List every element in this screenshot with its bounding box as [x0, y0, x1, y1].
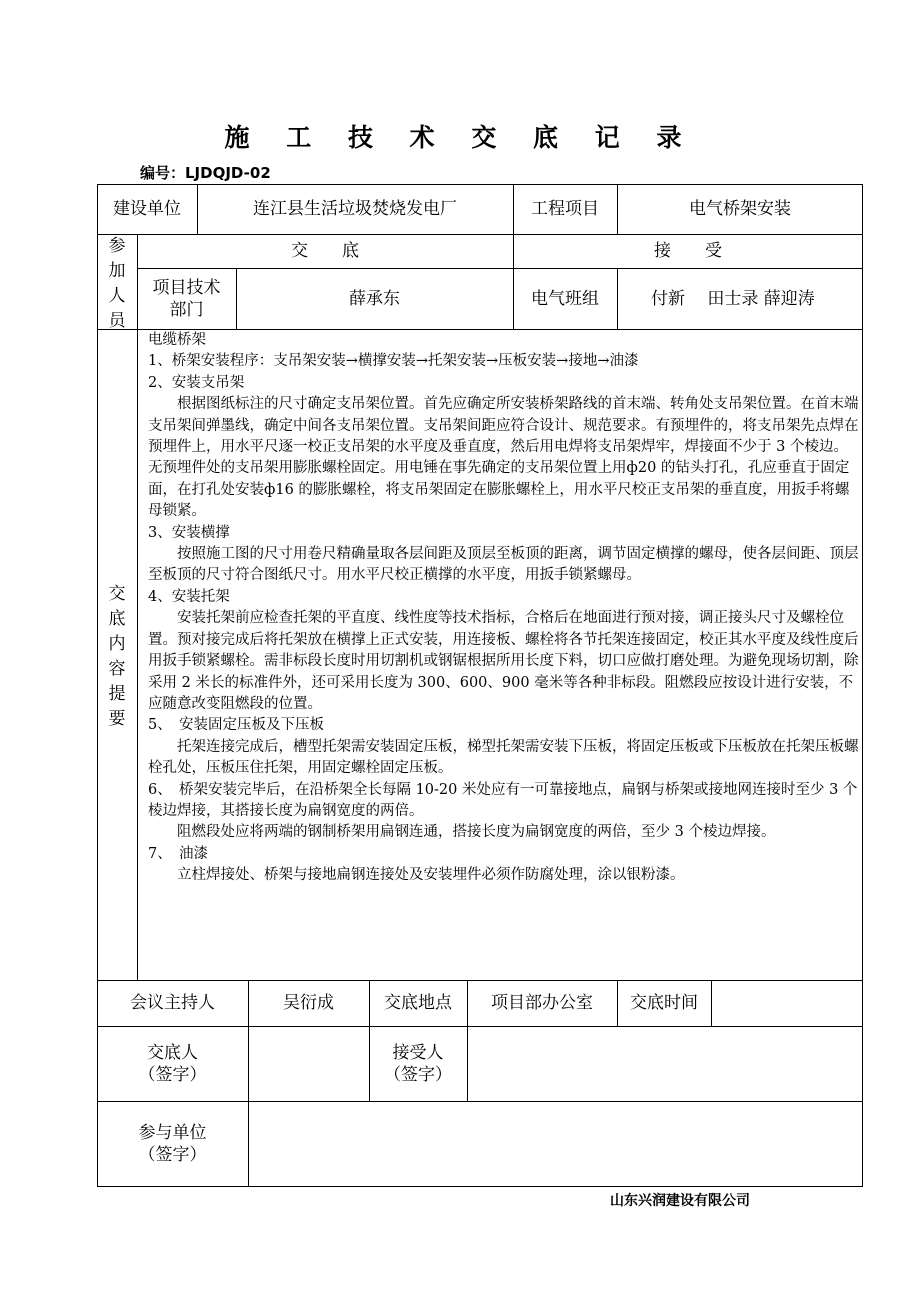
place-value: 项目部办公室: [491, 993, 593, 1013]
unit-sign-field[interactable]: [248, 1101, 863, 1187]
giver-label: 交底人: [147, 1042, 198, 1063]
participants-side-label: 参加人员: [108, 236, 126, 331]
content-paragraph: 托架连接完成后，槽型托架需安装固定压板，梯型托架需安装下压板，将固定压板或下压板放在托架压板螺栓孔处，压板压住托架，用固定螺栓固定压板。: [148, 738, 859, 777]
content-paragraph: 3、安装横撑: [148, 524, 230, 541]
receive-label: 接 受: [654, 241, 722, 261]
content-paragraph: 4、安装托架: [148, 588, 230, 605]
content-paragraph: 6、 桥架安装完毕后，在沿桥架全长每隔 10-20 米处应有一可靠接地点，扁钢与桥架或接地网连接时至少 3 个棱边焊接，其搭接长度为扁钢宽度的两倍。: [148, 781, 858, 819]
content-paragraph: 1、桥架安装程序：支吊架安装→横撑安装→托架安装→压板安装→接地→油漆: [148, 353, 639, 370]
content-side-label: 交底内容提要: [108, 584, 126, 729]
unit-label: 参与单位: [138, 1123, 207, 1143]
receiver-sign-field[interactable]: [467, 1026, 863, 1101]
time-label: 交底时间: [630, 993, 698, 1013]
construction-unit-label: 建设单位: [113, 199, 181, 219]
col-divider: [137, 234, 138, 980]
giver-sign-label: [97, 1026, 248, 1101]
content-body: [148, 330, 860, 887]
content-paragraph: 阻燃段处应将两端的钢制桥架用扁钢连通，搭接长度为扁钢宽度的两倍，至少 3 个棱边焊接。: [177, 824, 776, 841]
project-value: 电气桥架安装: [689, 199, 791, 219]
giver-sign-field[interactable]: [248, 1026, 369, 1101]
sign-note: （签字）: [138, 1145, 207, 1165]
time-value: [711, 980, 863, 1026]
receiver-sign-label: [369, 1026, 467, 1101]
unit-sign-label: [97, 1101, 248, 1187]
sign-note: （签字）: [138, 1064, 207, 1085]
host-label: 会议主持人: [130, 993, 215, 1013]
document-title: 施 工 技 术 交 底 记 录: [224, 123, 696, 152]
receiver-label: 接受人: [392, 1042, 444, 1063]
content-paragraph: 5、 安装固定压板及下压板: [148, 717, 324, 734]
give-label: 交 底: [291, 241, 359, 261]
team-members: 付新 田士录 薛迎涛: [651, 288, 815, 309]
document-code: 编号：LJDQJD-02: [140, 164, 271, 182]
host-value: 吴衍成: [283, 993, 334, 1013]
content-paragraph: 立柱焊接处、桥架与接地扁钢连接处及安装埋件必须作防腐处理，涂以银粉漆。: [177, 867, 685, 884]
dept-person: 薛承东: [349, 288, 400, 309]
sign-note: （签字）: [384, 1064, 452, 1085]
team-label: 电气班组: [531, 288, 599, 309]
content-paragraph: 根据图纸标注的尺寸确定支吊架位置。首先应确定所安装桥架路线的首末端、转角处支吊架位置。在首末端支吊架间弹墨线，确定中间各支吊架位置。支吊架间距应符合设计、规范要求。有预埋件的，将支吊架先点焊在预埋件上，用水平尺逐一校正支吊架的水平度及垂直度，然后用电焊将支吊架焊牢，焊接面不少于 3 个棱边。无预埋件处的支吊架用膨胀螺栓固定。用电锤在事先确定的支吊架位置上用ф20 的钻头打孔，孔应垂直于固定面，在打孔处安装ф16 的膨胀螺栓，将支吊架固定在膨胀螺栓上，用水平尺校正支吊架的垂直度，用扳手将螺母锁紧。: [148, 396, 859, 520]
place-label: 交底地点: [384, 993, 452, 1013]
dept-label: [137, 268, 236, 329]
dept-label-line2: 部门: [169, 299, 204, 320]
project-label: 工程项目: [531, 199, 599, 219]
dept-label-line1: 项目技术: [152, 277, 221, 298]
construction-unit-value: 连江县生活垃圾焚烧发电厂: [253, 199, 457, 219]
company-footer: 山东兴润建设有限公司: [610, 1193, 750, 1209]
content-paragraph: 安装托架前应检查托架的平直度、线性度等技术指标，合格后在地面进行预对接，调正接头尺寸及螺栓位置。预对接完成后将托架放在横撑上正式安装，用连接板、螺栓将各节托架连接固定，校正其水平度及线性度后用扳手锁紧螺栓。需非标段长度时用切割机或钢锯根据所用长度下料，切口应做打磨处理。为避免现场切割，除采用 2 米长的标准件外，还可采用长度为 300、600、900 毫米等各种非标段。阻燃段应按设计进行安装，不应随意改变阻燃段的位置。: [148, 610, 859, 712]
content-paragraph: 电缆桥架: [148, 332, 206, 348]
content-paragraph: 2、安装支吊架: [148, 374, 245, 391]
content-paragraph: 按照施工图的尺寸用卷尺精确量取各层间距及顶层至板顶的距离，调节固定横撑的螺母，使各层间距、顶层至板顶的尺寸符合图纸尺寸。用水平尺校正横撑的水平度，用扳手锁紧螺母。: [148, 546, 859, 584]
content-paragraph: 7、 油漆: [148, 845, 208, 862]
